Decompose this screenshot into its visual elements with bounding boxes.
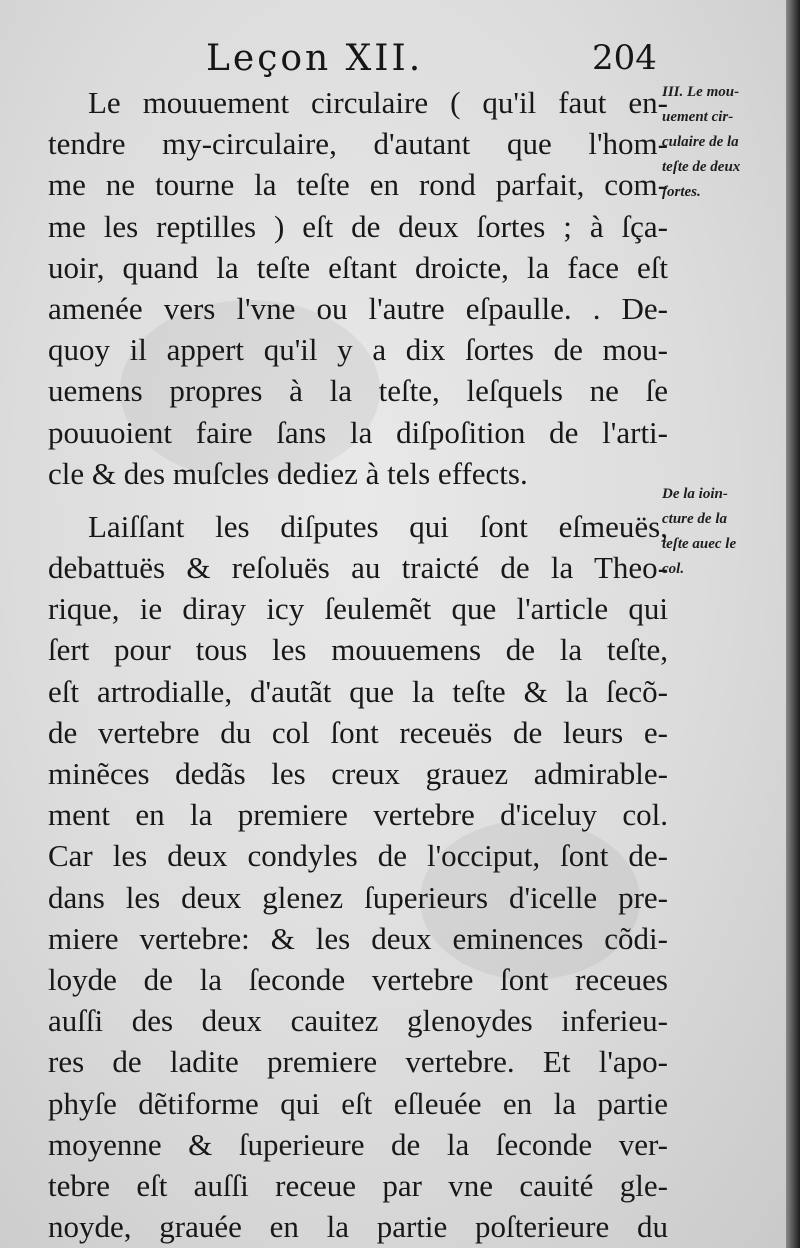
text-line: tebre eſt auſſi receue par vne cauité gle- xyxy=(48,1167,668,1203)
text-line: uemens propres à la teſte, leſquels ne ſe xyxy=(48,373,668,409)
text-line: rique, ie diray icy ſeulemẽt que l'article qui xyxy=(48,591,668,627)
margin-note-line: culaire de la xyxy=(662,134,739,150)
text-line: debattuës & reſoluës au traicté de la Theo- xyxy=(48,550,668,586)
margin-note-line: col. xyxy=(662,561,685,577)
page-header xyxy=(0,38,800,86)
margin-note-line: teſte auec le xyxy=(662,536,737,552)
running-title: Leçon XII. xyxy=(206,38,424,79)
text-line: quoy il appert qu'il y a dix ſortes de mou- xyxy=(48,332,668,368)
text-line: pouuoient faire ſans la diſpoſition de l'arti- xyxy=(48,414,668,450)
margin-note xyxy=(662,80,792,205)
text-line: minẽces dedãs les creux grauez admirable- xyxy=(48,756,668,791)
text-line: cle & des muſcles dediez à tels effects. xyxy=(48,455,528,491)
text-line: phyſe dẽtiforme qui eſt eſleuée en la partie xyxy=(48,1085,668,1121)
text-line: de vertebre du col ſont receuës de leurs e- xyxy=(48,714,668,750)
text-line: miere vertebre: & les deux eminences cõdi- xyxy=(48,920,668,956)
margin-note xyxy=(662,482,792,582)
margin-note-line: III. Le mou- xyxy=(662,84,740,100)
binding-shadow xyxy=(786,0,800,1248)
body-text xyxy=(48,82,668,1247)
text-line: ment en la premiere vertebre d'iceluy col. xyxy=(48,797,668,833)
text-line: ſert pour tous les mouuemens de la teſte, xyxy=(48,632,668,668)
text-line: loyde de la ſeconde vertebre ſont receues xyxy=(48,961,668,997)
text-line: eſt artrodialle, d'autãt que la teſte & la ſecõ- xyxy=(48,673,668,709)
text-line: auſſi des deux cauitez glenoydes inferieu- xyxy=(48,1003,668,1039)
text-line: me les reptilles ) eſt de deux ſortes ; à ſça- xyxy=(48,208,668,244)
margin-note-line: De la ioin- xyxy=(662,486,728,502)
margin-note-line: ſortes. xyxy=(662,184,701,200)
text-line: uoir, quand la teſte eſtant droicte, la face eſt xyxy=(48,249,668,285)
text-line: Le mouuement circulaire ( qu'il faut en- xyxy=(88,85,668,120)
page-number: 204 xyxy=(592,38,657,78)
text-line: noyde, grauée en la partie poſterieure du xyxy=(48,1209,668,1245)
text-line: moyenne & ſuperieure de la ſeconde ver- xyxy=(48,1126,668,1162)
text-line: amenée vers l'vne ou l'autre eſpaulle. . De- xyxy=(48,290,668,326)
text-line: Laiſſant les diſputes qui ſont eſmeuës, xyxy=(88,508,668,544)
text-line: tendre my-circulaire, d'autant que l'hom- xyxy=(48,126,668,162)
text-line: Car les deux condyles de l'occiput, ſont de- xyxy=(48,838,668,874)
margin-note-line: uement cir- xyxy=(662,109,734,125)
margin-note-line: teſte de deux xyxy=(662,159,741,175)
paragraph-gap xyxy=(48,494,668,506)
text-line: res de ladite premiere vertebre. Et l'apo- xyxy=(48,1044,668,1080)
text-line: dans les deux glenez ſuperieurs d'icelle pre- xyxy=(48,879,668,915)
margin-note-line: cture de la xyxy=(662,511,727,527)
text-line: me ne tourne la teſte en rond parfait, com- xyxy=(48,167,668,203)
